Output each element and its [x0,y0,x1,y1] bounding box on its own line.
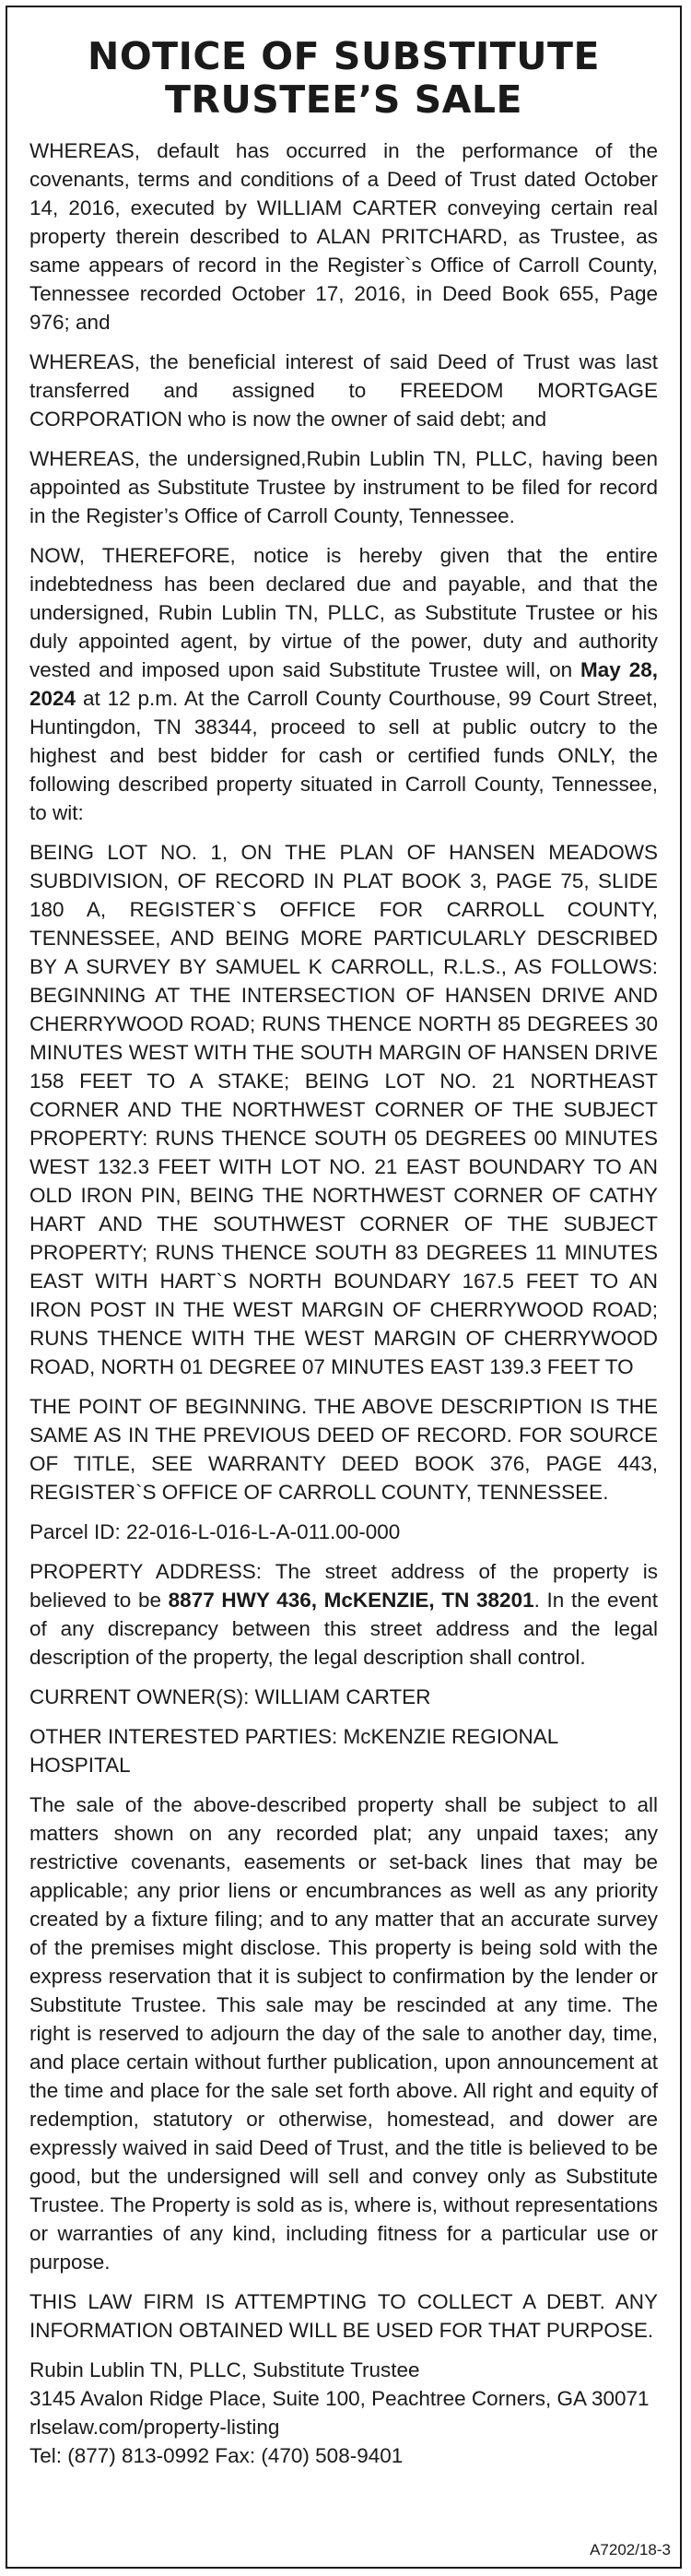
paragraph-substitute-trustee: WHEREAS, the undersigned,Rubin Lublin TN, PLLC, having been appointed as Substitute Trustee by instrument to be filed for record in the Register’s Office of Carroll County, Tennessee. [29,447,658,527]
paragraph-beneficial-interest: WHEREAS, the beneficial interest of said Deed of Trust was last transferred and assigned to FREEDOM MORTGAGE CORPORATION who is now the owner of said debt; and [29,350,658,431]
paragraph-legal-description: BEING LOT NO. 1, ON THE PLAN OF HANSEN MEADOWS SUBDIVISION, OF RECORD IN PLAT BOOK 3, PAGE 75, SLIDE 180 A, REGISTER`S OFFICE FOR CARROLL COUNTY, TENNESSEE, AND BEING MORE PARTICULARLY DESCRIBED BY A SURVEY BY SAMUEL K CARROLL, R.L.S., AS FOLLOWS: BEGINNING AT THE INTERSECTION OF HANSEN DRIVE AND CHERRYWOOD ROAD; RUNS THENCE NORTH 85 DEGREES 30 MINUTES WEST WITH THE SOUTH MARGIN OF HANSEN DRIVE 158 FEET TO A STAKE; BEING LOT NO. 21 NORTHEAST CORNER AND THE NORTHWEST CORNER OF THE SUBJECT PROPERTY: RUNS THENCE SOUTH 05 DEGREES 00 MINUTES WEST 132.3 FEET WITH LOT NO. 21 EAST BOUNDARY TO AN OLD IRON PIN, BEING THE NORTHWEST CORNER OF CATHY HART AND THE SOUTHWEST CORNER OF THE SUBJECT PROPERTY; RUNS THENCE SOUTH 83 DEGREES 11 MINUTES EAST WITH HART`S NORTH BOUNDARY 167.5 FEET TO AN IRON POST IN THE WEST MARGIN OF CHERRYWOOD ROAD; RUNS THENCE WITH THE WEST MARGIN OF CHERRYWOOD ROAD, NORTH 01 DEGREE 07 MINUTES EAST 139.3 FEET TO [29,841,658,1378]
signature-phone-fax: Tel: (877) 813-0992 Fax: (470) 508-9401 [29,2444,404,2467]
property-address-text-a: PROPERTY ADDRESS: The street address of the property is believed to be [29,1560,658,1612]
signature-address: 3145 Avalon Ridge Place, Suite 100, Peachtree Corners, GA 30071 [29,2387,650,2410]
notice-title-line-1: NOTICE OF SUBSTITUTE [88,34,600,78]
ad-code: A7202/18-3 [590,2541,671,2558]
current-owner: CURRENT OWNER(S): WILLIAM CARTER [29,1685,431,1708]
paragraph-point-of-beginning: THE POINT OF BEGINNING. THE ABOVE DESCRIPTION IS THE SAME AS IN THE PREVIOUS DEED OF RECORD. FOR SOURCE OF TITLE, SEE WARRANTY DEED BOOK 376, PAGE 443, REGISTER`S OFFICE OF CARROLL COUNTY, TENNESSEE. [29,1395,658,1504]
paragraph-debt-collection: THIS LAW FIRM IS ATTEMPTING TO COLLECT A DEBT. ANY INFORMATION OBTAINED WILL BE USED FOR THAT PURPOSE. [29,2290,658,2342]
legal-notice [6,6,682,2569]
paragraph-property-address [29,1557,658,1672]
signature-block [29,2356,658,2470]
sale-date: May 28, 2024 [29,658,658,710]
paragraph-default: WHEREAS, default has occurred in the performance of the covenants, terms and conditions of a Deed of Trust dated October 14, 2016, executed by WILLIAM CARTER conveying certain real property therein described to ALAN PRITCHARD, as Trustee, as same appears of record in the Register`s Office of Carroll County, Tennessee recorded October 17, 2016, in Deed Book 655, Page 976; and [29,139,658,334]
notice-title [29,35,658,122]
notice-title-line-2: TRUSTEE’S SALE [164,77,523,122]
parcel-id: Parcel ID: 22-016-L-016-L-A-011.00-000 [29,1520,401,1543]
property-address: 8877 HWY 436, McKENZIE, TN 38201 [168,1589,534,1612]
paragraph-sale-conditions: The sale of the above-described property shall be subject to all matters shown on any recorded plat; any unpaid taxes; any restrictive covenants, easements or set-back lines that may be applicable; any prior liens or encumbrances as well as any priority created by a fixture filing; and to any matter that an accurate survey of the premises might disclose. This property is being sold with the express reservation that it is subject to confirmation by the lender or Substitute Trustee. This sale may be rescinded at any time. The right is reserved to adjourn the day of the sale to another day, time, and place certain without further publication, upon announcement at the time and place for the sale set forth above. All right and equity of redemption, statutory or otherwise, homestead, and dower are expressly waived in said Deed of Trust, and the title is believed to be good, but the undersigned will sell and convey only as Substitute Trustee. The Property is sold as is, where is, without representations or warranties of any kind, including fitness for a particular use or purpose. [29,1793,658,2274]
signature-website: rlselaw.com/property-listing [29,2416,280,2439]
paragraph-sale-notice [29,541,658,827]
signature-firm: Rubin Lublin TN, PLLC, Substitute Trustee [29,2358,420,2381]
sale-notice-text-a: NOW, THEREFORE, notice is hereby given that the entire indebtedness has been declared due and payable, and that the undersigned, Rubin Lublin TN, PLLC, as Substitute Trustee or his duly appointed agent, by virtue of the power, duty and authority vested and imposed upon said Substitute Trustee will, on [29,544,658,681]
other-interested-parties: OTHER INTERESTED PARTIES: McKENZIE REGIONAL HOSPITAL [29,1725,558,1777]
sale-notice-text-b: at 12 p.m. At the Carroll County Courthouse, 99 Court Street, Huntingdon, TN 38344, proceed to sell at public outcry to the highest and best bidder for cash or certified funds ONLY, the following described property situated in Carroll County, Tennessee, to wit: [29,687,658,824]
property-address-text-b: . In the event of any discrepancy between this street address and the legal description of the property, the legal description shall control. [29,1589,658,1669]
